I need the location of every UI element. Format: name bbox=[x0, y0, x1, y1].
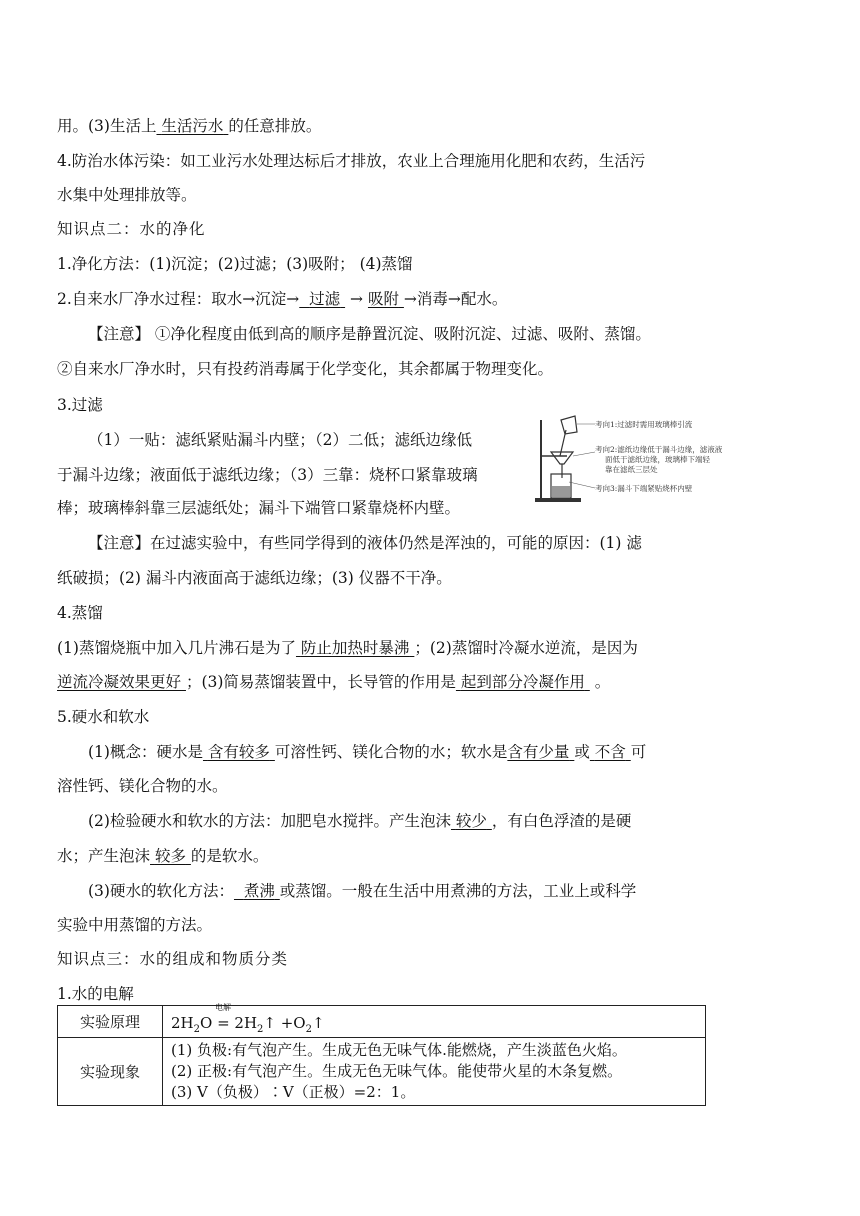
subsection-heading: 5.硬水和软水 bbox=[57, 708, 150, 726]
answer-blank: 较少 bbox=[455, 812, 487, 830]
observation-item: (1) 负极:有气泡产生。生成无色无味气体.能燃烧，产生淡蓝色火焰。 bbox=[171, 1041, 627, 1059]
figure-note: 面低于滤纸边缘，玻璃棒下端轻 bbox=[605, 455, 710, 464]
figure-note: 考向3:漏斗下端紧贴烧杯内壁 bbox=[595, 484, 693, 493]
figure-note: 考向1:过滤时需用玻璃棒引流 bbox=[595, 420, 693, 429]
paragraph-line: (1)蒸馏烧瓶中加入几片沸石是为了 防止加热时暴沸 ；(2)蒸馏时冷凝水逆流，是因为 bbox=[57, 639, 638, 657]
answer-blank: 较多 bbox=[154, 847, 186, 865]
answer-blank: 生活污水 bbox=[161, 117, 224, 135]
paragraph-line: (2)检验硬水和软水的方法：加肥皂水搅拌。产生泡沫 较少 ，有白色浮渣的是硬 bbox=[88, 812, 632, 830]
paragraph-line: (1)概念：硬水是 含有较多 可溶性钙、镁化合物的水；软水是含有少量 或 不含 可 bbox=[88, 743, 647, 761]
paragraph-line: （1）一贴：滤纸紧贴漏斗内壁；（2）二低；滤纸边缘低 bbox=[88, 431, 472, 449]
answer-blank: 起到部分冷凝作用 bbox=[460, 673, 585, 691]
chemical-equation: 电解 $2H_2O$ = $2H_2↑$ $+O_2↑$ bbox=[171, 1003, 325, 1035]
reaction-condition: 电解 bbox=[215, 1003, 231, 1012]
paragraph-line: 用。(3)生活上 生活污水 的任意排放。 bbox=[57, 117, 322, 135]
observation-item: (2) 正极:有气泡产生。生成无色无味气体。能使带火星的木条复燃。 bbox=[171, 1062, 623, 1080]
figure-note: 靠在滤纸三层处 bbox=[605, 465, 658, 474]
table-row bbox=[58, 1038, 706, 1106]
observation-cell bbox=[163, 1038, 706, 1106]
paragraph-line: 1.净化方法：(1)沉淀；(2)过滤；(3)吸附； (4)蒸馏 bbox=[57, 255, 413, 273]
note-line: 纸破损；(2) 漏斗内液面高于滤纸边缘；(3) 仪器不干净。 bbox=[57, 569, 452, 587]
answer-blank: 逆流冷凝效果更好 bbox=[57, 673, 182, 691]
paragraph-line: 水；产生泡沫 较多 的是软水。 bbox=[57, 847, 269, 865]
answer-blank: 吸附 bbox=[367, 290, 399, 308]
paragraph-line: (3)硬水的软化方法： 煮沸 或蒸馏。一般在生活中用煮沸的方法，工业上或科学 bbox=[88, 882, 637, 900]
paragraph-line: 4.防治水体污染：如工业污水处理达标后才排放，农业上合理施用化肥和农药，生活污 bbox=[57, 152, 646, 170]
electrolysis-table bbox=[57, 1005, 706, 1106]
table-row bbox=[58, 1006, 706, 1038]
paragraph-line: 溶性钙、镁化合物的水。 bbox=[57, 777, 228, 795]
answer-blank: 过滤 bbox=[309, 290, 341, 308]
note-line: ②自来水厂净水时，只有投药消毒属于化学变化，其余都属于物理变化。 bbox=[57, 360, 554, 378]
answer-blank: 含有较多 bbox=[207, 743, 270, 761]
answer-blank: 防止加热时暴沸 bbox=[300, 639, 410, 657]
table-header-cell: 实验现象 bbox=[58, 1038, 163, 1106]
table-header-cell: 实验原理 bbox=[58, 1006, 163, 1038]
subsection-heading: 4.蒸馏 bbox=[57, 604, 103, 622]
paragraph-line: 水集中处理排放等。 bbox=[57, 186, 197, 204]
paragraph-line: 于漏斗边缘；液面低于滤纸边缘；（3）三靠：烧杯口紧靠玻璃 bbox=[57, 466, 478, 484]
subsection-heading: 1.水的电解 bbox=[57, 985, 134, 1003]
observation-item: (3) V（负极）∶V（正极）=2：1。 bbox=[171, 1083, 416, 1101]
answer-blank: 含有少量 bbox=[507, 743, 570, 761]
subsection-heading: 3.过滤 bbox=[57, 396, 103, 414]
paragraph-line: 实验中用蒸馏的方法。 bbox=[57, 916, 213, 934]
filtration-apparatus-figure bbox=[533, 412, 723, 504]
note-line: 【注意】 ①净化程度由低到高的顺序是静置沉淀、吸附沉淀、过滤、吸附、蒸馏。 bbox=[88, 325, 651, 343]
equation-cell bbox=[163, 1003, 706, 1038]
paragraph-line: 2.自来水厂净水过程：取水→沉淀→ 过滤 → 吸附 →消毒→配水。 bbox=[57, 290, 508, 308]
paragraph-line: 逆流冷凝效果更好 ；(3)简易蒸馏装置中，长导管的作用是 起到部分冷凝作用 。 bbox=[57, 673, 611, 691]
answer-blank: 煮沸 bbox=[243, 882, 275, 900]
paragraph-line: 棒；玻璃棒斜靠三层滤纸处；漏斗下端管口紧靠烧杯内壁。 bbox=[57, 499, 461, 517]
section-heading: 知识点三：水的组成和物质分类 bbox=[57, 950, 289, 968]
note-line: 【注意】在过滤实验中，有些同学得到的液体仍然是浑浊的，可能的原因：(1) 滤 bbox=[88, 534, 642, 552]
figure-note: 考向2:滤纸边缘低于漏斗边缘，滤液液 bbox=[595, 445, 723, 454]
section-heading: 知识点二：水的净化 bbox=[57, 220, 206, 238]
answer-blank: 不含 bbox=[594, 743, 626, 761]
